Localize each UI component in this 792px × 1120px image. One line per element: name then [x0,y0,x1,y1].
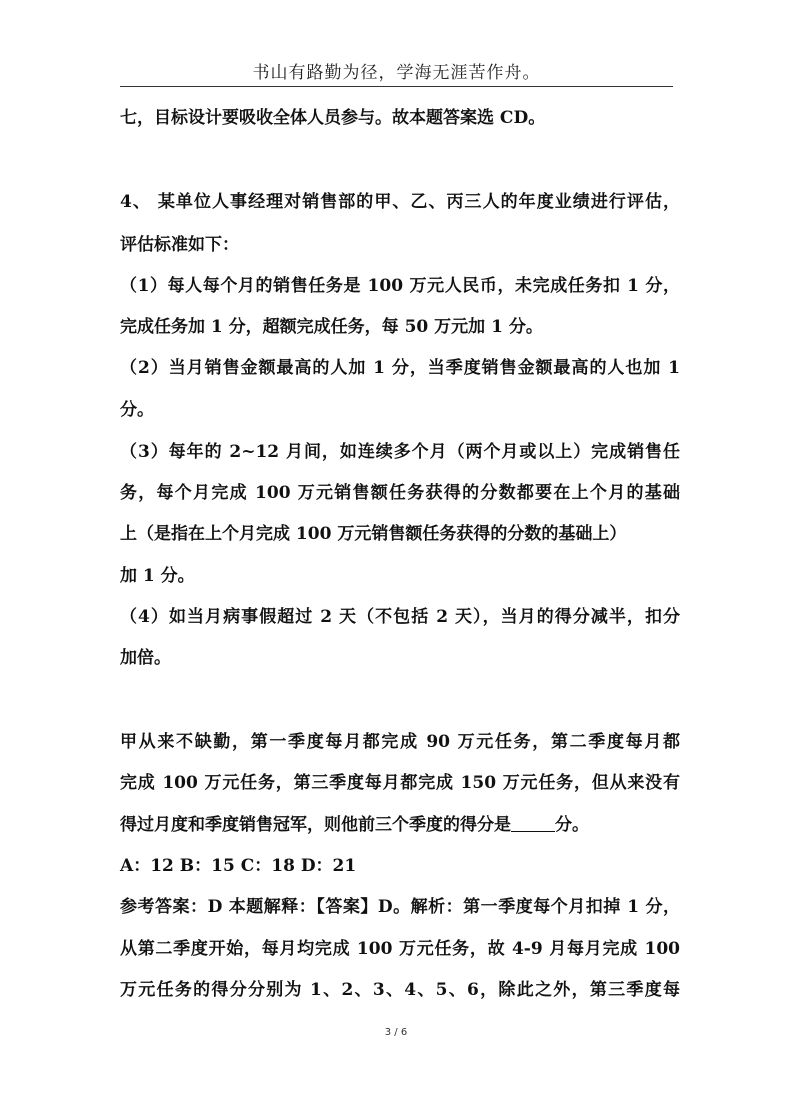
question-4-line: 4、 某单位人事经理对销售部的甲、乙、丙三人的年度业绩进行评估， [120,192,680,212]
header-divider [120,86,673,87]
answer-blank [511,817,555,832]
text-line: 七，目标设计要吸收全体人员参与。故本题答案选 CD。 [120,108,546,128]
criteria-1-line: 完成任务加 1 分，超额完成任务，每 50 万元加 1 分。 [120,317,543,337]
question-stem-text: 得过月度和季度销售冠军，则他前三个季度的得分是 [120,815,511,835]
criteria-2-line: （2）当月销售金额最高的人加 1 分，当季度销售金额最高的人也加 1 [120,358,680,378]
header-motto: 书山有路勤为径，学海无涯苦作舟。 [252,63,541,83]
question-stem-suffix: 分。 [555,815,589,835]
criteria-2-line: 分。 [120,400,154,420]
criteria-3-line: 务，每个月完成 100 万元销售额任务获得的分数都要在上个月的基础 [120,483,680,503]
criteria-3-line: （3）每年的 2~12 月间，如连续多个月（两个月或以上）完成销售任 [120,442,680,462]
criteria-4-line: （4）如当月病事假超过 2 天（不包括 2 天），当月的得分减半，扣分 [120,607,680,627]
answer-explanation-line: 从第二季度开始，每月均完成 100 万元任务，故 4-9 月每月完成 100 [120,939,680,959]
criteria-3-line: 加 1 分。 [120,566,195,586]
answer-options: A：12 B：15 C：18 D：21 [120,856,357,876]
question-4-line: 评估标准如下： [120,235,239,255]
question-stem-line: 完成 100 万元任务，第三季度每月都完成 150 万元任务，但从来没有 [120,773,680,793]
answer-explanation-line: 参考答案：D 本题解释：【答案】D。解析：第一季度每个月扣掉 1 分， [120,897,680,917]
criteria-1-line: （1）每人每个月的销售任务是 100 万元人民币，未完成任务扣 1 分， [120,276,680,296]
criteria-3-line: 上（是指在上个月完成 100 万元销售额任务获得的分数的基础上） [120,524,627,544]
question-stem-line [120,813,680,837]
question-stem-line: 甲从来不缺勤，第一季度每月都完成 90 万元任务，第二季度每月都 [120,732,680,752]
page-number: 3 / 6 [384,1027,408,1038]
answer-explanation-line: 万元任务的得分分别为 1、2、3、4、5、6，除此之外，第三季度每 [120,980,680,1000]
criteria-4-line: 加倍。 [120,648,171,668]
